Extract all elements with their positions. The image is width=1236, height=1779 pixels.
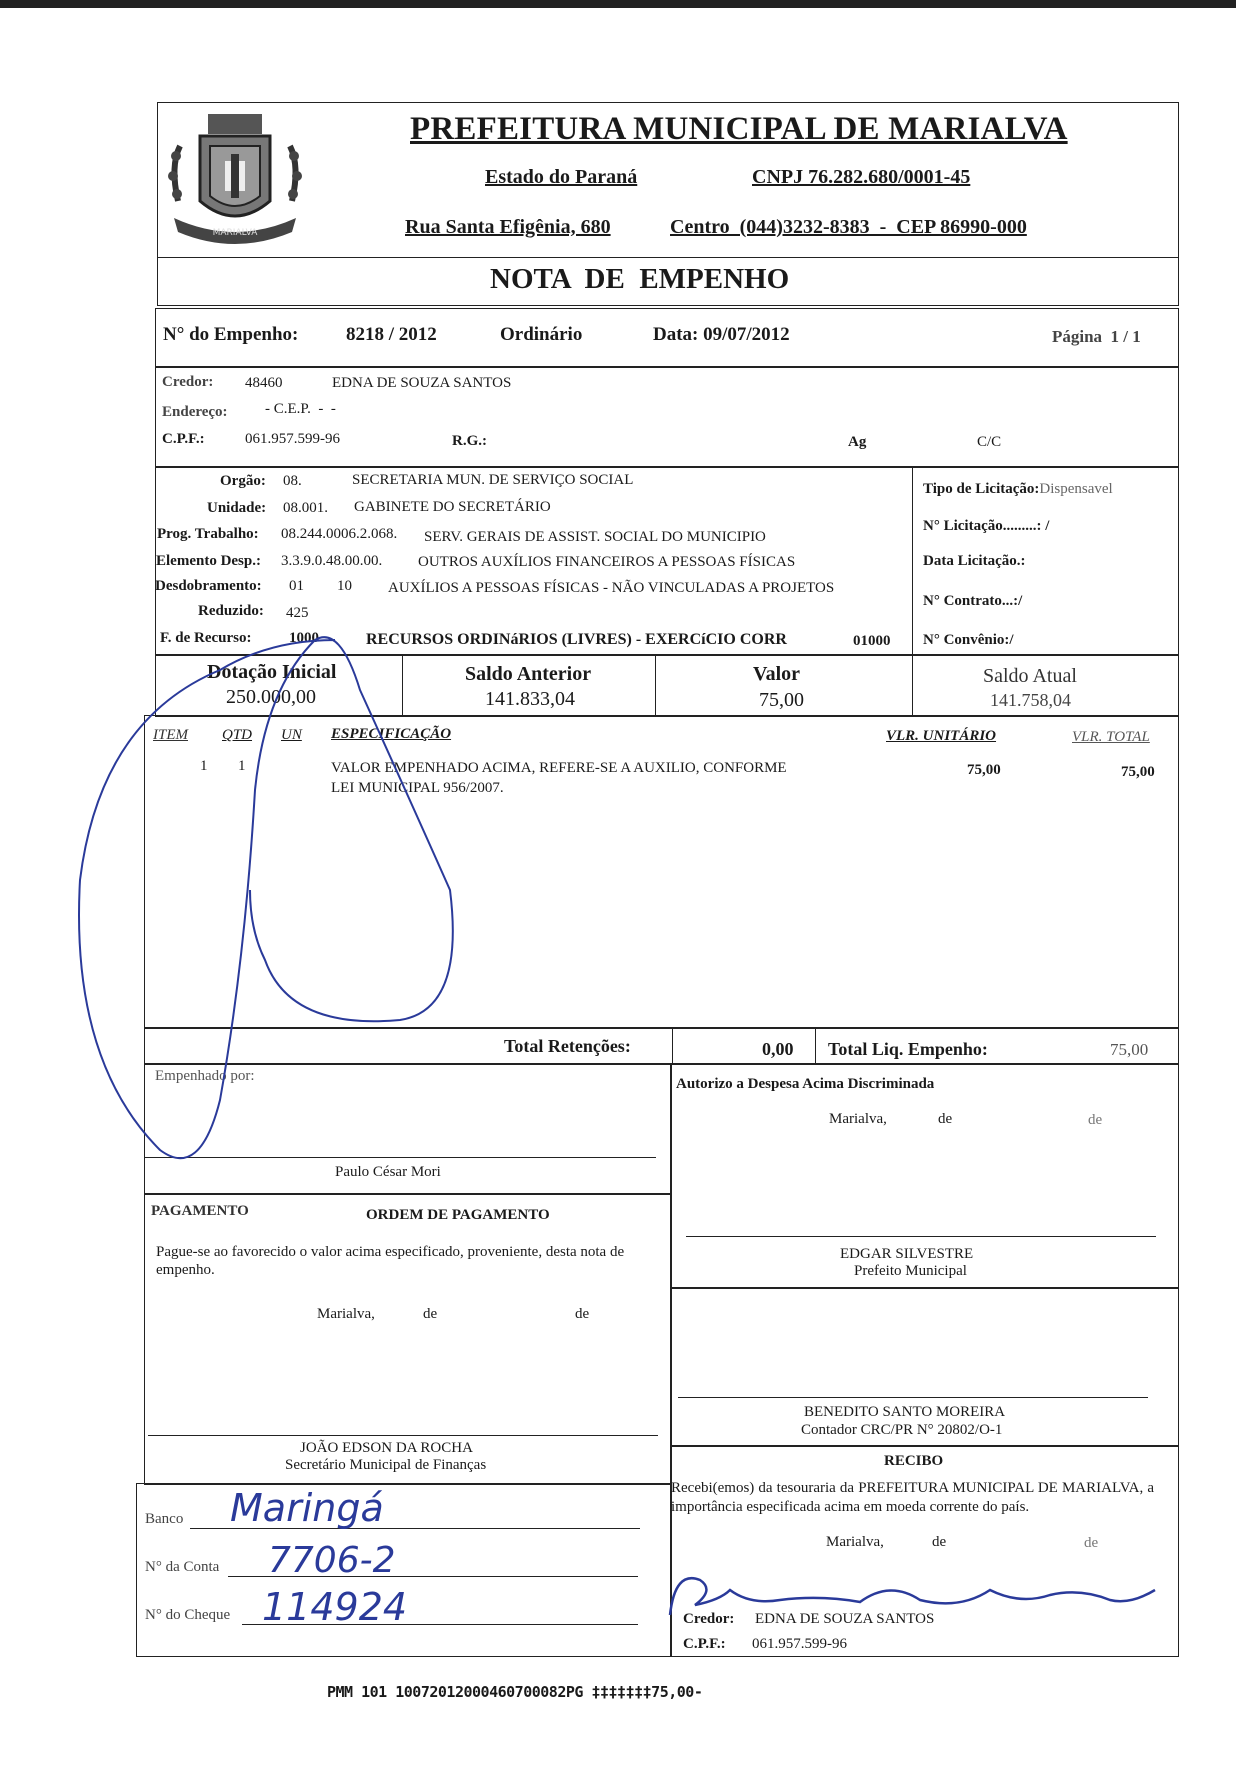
- saldos-divider-2: [655, 654, 656, 715]
- saldo-atual-value: 141.758,04: [990, 690, 1071, 710]
- saldo-anterior-label: Saldo Anterior: [465, 663, 592, 685]
- address-value: - C.E.P. - -: [265, 401, 336, 417]
- recibo-cpf-label: C.P.F.:: [683, 1636, 726, 1652]
- element-label: Elemento Desp.:: [156, 553, 261, 569]
- unidade-label: Unidade:: [207, 500, 267, 516]
- reduzido-label: Reduzido:: [198, 603, 264, 619]
- element-name: OUTROS AUXÍLIOS FINANCEIROS A PESSOAS FÍSICAS: [418, 554, 796, 570]
- pagamento-city: Marialva,: [317, 1306, 375, 1322]
- saldos-divider-3: [912, 654, 913, 715]
- program-code: 08.244.0006.2.068.: [281, 526, 398, 542]
- total-liquido-label: Total Liq. Empenho:: [828, 1039, 988, 1059]
- item-description-line-2: LEI MUNICIPAL 956/2007.: [331, 780, 504, 796]
- account-label: C/C: [977, 434, 1002, 450]
- address-label: Rua Santa Efigênia, 680: [405, 216, 611, 238]
- total-liquido-value: 75,00: [1110, 1040, 1149, 1059]
- conta-handwritten: 7706-2: [268, 1540, 396, 1581]
- conta-label: N° da Conta: [145, 1559, 220, 1575]
- orgao-name: SECRETARIA MUN. DE SERVIÇO SOCIAL: [352, 472, 634, 488]
- orgao-code: 08.: [283, 473, 302, 489]
- column-header-specification: ESPECIFICAÇÃO: [331, 726, 452, 742]
- prefeito-signature-line: [686, 1236, 1156, 1237]
- micr-code-line: PMM 101 10072012000460700082PG ‡‡‡‡‡‡‡75,00-: [327, 1683, 703, 1701]
- saldo-atual-label: Saldo Atual: [983, 665, 1077, 687]
- desdobramento-label: Desdobramento:: [155, 578, 262, 594]
- licitacao-type-label: [923, 481, 1113, 498]
- item-unit-value: 75,00: [967, 762, 1001, 778]
- licitacao-type-caption: Tipo de Licitação:: [923, 481, 1040, 497]
- column-header-un: UN: [281, 727, 302, 743]
- autorizo-title: Autorizo a Despesa Acima Discriminada: [676, 1076, 935, 1092]
- program-label: Prog. Trabalho:: [157, 526, 259, 542]
- recibo-text: Recebi(emos) da tesouraria da PREFEITURA MUNICIPAL DE MARIALVA, a importância especificada acima em moeda corrente do país.: [671, 1480, 1154, 1515]
- item-total-value: 75,00: [1121, 764, 1155, 780]
- rg-label: R.G.:: [452, 433, 487, 449]
- contador-role: Contador CRC/PR N° 20802/O-1: [801, 1422, 1003, 1438]
- item-description-line-1: VALOR EMPENHADO ACIMA, REFERE-SE A AUXILIO, CONFORME: [331, 760, 787, 776]
- page-number: Página 1 / 1: [1052, 327, 1141, 346]
- prefeito-role: Prefeito Municipal: [854, 1263, 967, 1279]
- pagamento-de-2: de: [575, 1306, 590, 1322]
- fonte-name: RECURSOS ORDINáRIOS (LIVRES) - EXERCíCIO CORR: [366, 631, 787, 648]
- licitacao-date-label: Data Licitação.:: [923, 553, 1026, 569]
- desdobramento-code-1: 01: [289, 578, 304, 594]
- column-header-unit-value: VLR. UNITÁRIO: [886, 728, 997, 744]
- recibo-credor-label: Credor:: [683, 1611, 735, 1627]
- pagamento-de-1: de: [423, 1306, 438, 1322]
- contact-label: Centro (044)3232-8383 - CEP 86990-000: [670, 216, 1027, 238]
- recibo-de-2: de: [1084, 1535, 1099, 1551]
- saldo-anterior-value: 141.833,04: [485, 688, 575, 710]
- contador-name: BENEDITO SANTO MOREIRA: [804, 1404, 1006, 1420]
- empenho-type: Ordinário: [500, 324, 583, 345]
- fonte-code-2: 01000: [853, 633, 891, 649]
- scan-top-edge: [0, 0, 1236, 8]
- licitacao-type-value: Dispensavel: [1039, 481, 1113, 497]
- secretario-signature-line: [148, 1435, 658, 1436]
- cpf-value: 061.957.599-96: [245, 431, 340, 447]
- coat-of-arms-icon: [160, 106, 310, 252]
- recibo-cpf-value: 061.957.599-96: [752, 1636, 847, 1652]
- item-number: 1: [200, 758, 208, 774]
- cpf-label: C.P.F.:: [162, 431, 205, 447]
- ordem-pagamento-title: ORDEM DE PAGAMENTO: [366, 1207, 550, 1223]
- licitacao-number-label: N° Licitação.........: /: [923, 518, 1050, 534]
- pen-loop-mark: [70, 630, 470, 1190]
- cheque-handwritten: 114924: [262, 1585, 408, 1629]
- contract-number-label: N° Contrato...:/: [923, 593, 1023, 609]
- column-header-item: ITEM: [153, 727, 188, 743]
- unidade-code: 08.001.: [283, 500, 328, 516]
- agency-label: Ag: [848, 434, 867, 450]
- totals-divider-2: [815, 1027, 816, 1063]
- cnpj-label: CNPJ 76.282.680/0001-45: [752, 166, 971, 188]
- recibo-title: RECIBO: [884, 1453, 944, 1469]
- empenhado-por-name: Paulo César Mori: [335, 1164, 441, 1180]
- program-name: SERV. GERAIS DE ASSIST. SOCIAL DO MUNICIPIO: [424, 529, 766, 545]
- credor-label: Credor:: [162, 374, 214, 390]
- empenho-number: 8218 / 2012: [346, 324, 437, 345]
- total-retencoes-label: Total Retenções:: [504, 1036, 631, 1056]
- municipality-title: PREFEITURA MUNICIPAL DE MARIALVA: [410, 111, 1068, 147]
- column-header-qtd: QTD: [222, 727, 253, 743]
- dotacao-divider: [912, 466, 913, 654]
- empenho-number-label: N° do Empenho:: [163, 324, 299, 345]
- recibo-credor-name: EDNA DE SOUZA SANTOS: [755, 1611, 935, 1627]
- dotacao-inicial-value: 250.000,00: [226, 686, 316, 708]
- desdobramento-code-2: 10: [337, 578, 352, 594]
- fonte-label: F. de Recurso:: [160, 630, 252, 646]
- total-retencoes-value: 0,00: [762, 1039, 794, 1059]
- contador-signature-line: [678, 1397, 1148, 1398]
- pagamento-text: Pague-se ao favorecido o valor acima especificado, proveniente, desta nota de empenho.: [156, 1244, 625, 1278]
- reduzido-code: 425: [286, 605, 309, 621]
- svg-text:MARIALVA: MARIALVA: [212, 228, 258, 238]
- autorizo-de-2: de: [1088, 1112, 1103, 1128]
- secretario-name: JOÃO EDSON DA ROCHA: [300, 1440, 473, 1456]
- dotacao-inicial-label: Dotação Inicial: [207, 661, 337, 683]
- element-code: 3.3.9.0.48.00.00.: [281, 553, 383, 569]
- desdobramento-name: AUXÍLIOS A PESSOAS FÍSICAS - NÃO VINCULADAS A PROJETOS: [388, 580, 835, 596]
- credor-name: EDNA DE SOUZA SANTOS: [332, 375, 512, 391]
- document-title: NOTA DE EMPENHO: [490, 263, 790, 295]
- valor-value: 75,00: [759, 689, 804, 711]
- unidade-name: GABINETE DO SECRETÁRIO: [354, 499, 551, 515]
- cheque-label: N° do Cheque: [145, 1607, 231, 1623]
- valor-label: Valor: [753, 663, 801, 685]
- column-header-total-value: VLR. TOTAL: [1072, 729, 1150, 745]
- secretario-role: Secretário Municipal de Finanças: [285, 1457, 487, 1473]
- banco-handwritten: Maringá: [230, 1486, 384, 1530]
- prefeito-name: EDGAR SILVESTRE: [840, 1246, 974, 1262]
- recibo-city: Marialva,: [826, 1534, 884, 1550]
- fonte-code: 1000: [289, 630, 319, 646]
- recibo-de-1: de: [932, 1534, 947, 1550]
- orgao-label: Orgão:: [220, 473, 266, 489]
- autorizo-city: Marialva,: [829, 1111, 887, 1127]
- banco-label: Banco: [145, 1511, 184, 1527]
- item-quantity: 1: [238, 758, 246, 774]
- empenhado-por-label: Empenhado por:: [155, 1068, 255, 1084]
- credor-code: 48460: [245, 375, 283, 391]
- empenho-date: Data: 09/07/2012: [653, 324, 790, 345]
- address-field-label: Endereço:: [162, 404, 228, 420]
- autorizo-de-1: de: [938, 1111, 953, 1127]
- state-label: Estado do Paraná: [485, 166, 638, 188]
- totals-divider-1: [672, 1027, 673, 1063]
- convenio-number-label: N° Convênio:/: [923, 632, 1014, 648]
- pagamento-label: PAGAMENTO: [151, 1203, 249, 1219]
